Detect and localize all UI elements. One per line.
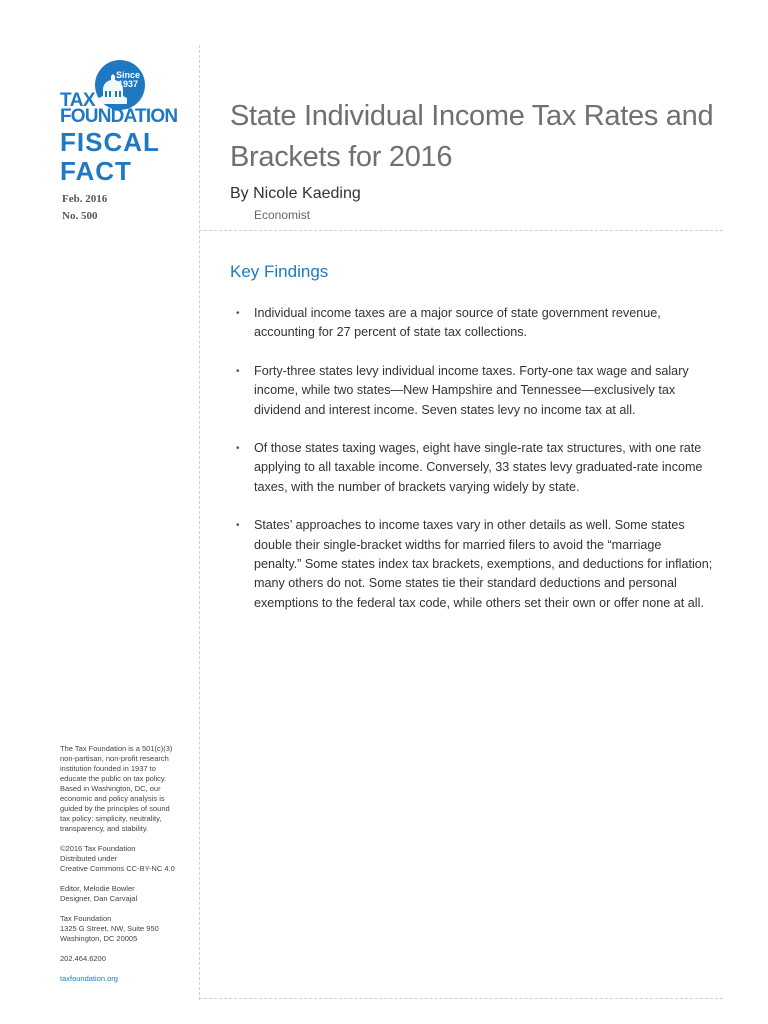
phone-number: 202.464.6200 bbox=[60, 954, 106, 963]
page-title bbox=[230, 96, 720, 178]
finding-line: double their single-bracket widths for married filers to avoid the “marriage bbox=[254, 537, 662, 552]
finding-line: applying to all taxable income. Conversely, 33 states levy graduated-rate income bbox=[254, 460, 703, 475]
logo-seal-text: Since 1937 bbox=[115, 70, 140, 89]
series-name bbox=[60, 128, 160, 186]
title-line: State Individual Income Tax Rates and bbox=[230, 100, 714, 132]
finding-line: Individual income taxes are a major source of state government revenue, bbox=[254, 306, 661, 320]
header-divider bbox=[199, 230, 723, 231]
key-findings-list bbox=[230, 304, 730, 632]
credits: Editor, Melodie Bowler Designer, Dan Carvajal bbox=[60, 884, 138, 903]
key-findings-heading: Key Findings bbox=[230, 262, 329, 281]
finding-item bbox=[230, 516, 730, 613]
finding-line: Of those states taxing wages, eight have single-rate tax structures, with one rate bbox=[254, 441, 702, 456]
bullet-icon: • bbox=[236, 308, 240, 319]
finding-item bbox=[230, 439, 730, 497]
issue-date: Feb. 2016 bbox=[62, 193, 108, 205]
finding-item bbox=[230, 362, 730, 420]
finding-line: many others do not. Some states tie their standard deductions and personal bbox=[254, 576, 677, 591]
license-notice: ©2016 Tax Foundation Distributed under Creative Commons CC-BY-NC 4.0 bbox=[60, 844, 175, 873]
tax-foundation-logo bbox=[60, 60, 190, 130]
bullet-icon: • bbox=[236, 365, 240, 377]
footer-divider bbox=[199, 998, 723, 999]
logo-word-foundation: FOUNDATION bbox=[60, 106, 178, 127]
bullet-icon: • bbox=[236, 443, 240, 455]
mission-statement: The Tax Foundation is a 501(c)(3) non-partisan, non-profit research institution founded in 1937 to educate the public on tax policy. Based in Washington, DC, our economic and policy analysis is guided by the principles of sound tax policy: simplicity, neutrality, transparency, and stability. bbox=[60, 744, 173, 833]
column-divider bbox=[199, 45, 200, 1000]
finding-line: dividend and interest income. Seven states levy no income tax at all. bbox=[254, 402, 636, 417]
finding-item bbox=[230, 304, 730, 343]
bullet-icon: • bbox=[236, 520, 240, 532]
title-line: Brackets for 2016 bbox=[230, 141, 453, 173]
finding-line: States’ approaches to income taxes vary in other details as well. Some states bbox=[254, 518, 685, 533]
finding-line: accounting for 27 percent of state tax collections. bbox=[254, 325, 528, 340]
finding-line: exemptions to the federal tax code, while others set their own or offer none at all. bbox=[254, 595, 704, 610]
logo-seal bbox=[95, 60, 145, 110]
author-byline: By Nicole Kaeding bbox=[230, 185, 361, 202]
logo-word-tax: TAX bbox=[60, 90, 96, 111]
finding-line: penalty.” Some states index tax brackets, exemptions, and deductions for inflation; bbox=[254, 557, 713, 572]
finding-line: taxes, with the number of brackets varying widely by state. bbox=[254, 479, 580, 494]
address: Tax Foundation 1325 G Street, NW, Suite 950 Washington, DC 20005 bbox=[60, 914, 159, 943]
author-role: Economist bbox=[254, 208, 311, 222]
finding-line: Forty-three states levy individual income taxes. Forty-one tax wage and salary bbox=[254, 363, 689, 378]
series-line-1: FISCAL bbox=[60, 127, 160, 157]
issue-number: No. 500 bbox=[62, 210, 98, 222]
website-link[interactable]: taxfoundation.org bbox=[60, 974, 118, 983]
finding-line: income, while two states—New Hampshire and Tennessee—exclusively tax bbox=[254, 383, 676, 398]
about-sidebar bbox=[60, 744, 190, 994]
series-line-2: FACT bbox=[60, 156, 132, 186]
